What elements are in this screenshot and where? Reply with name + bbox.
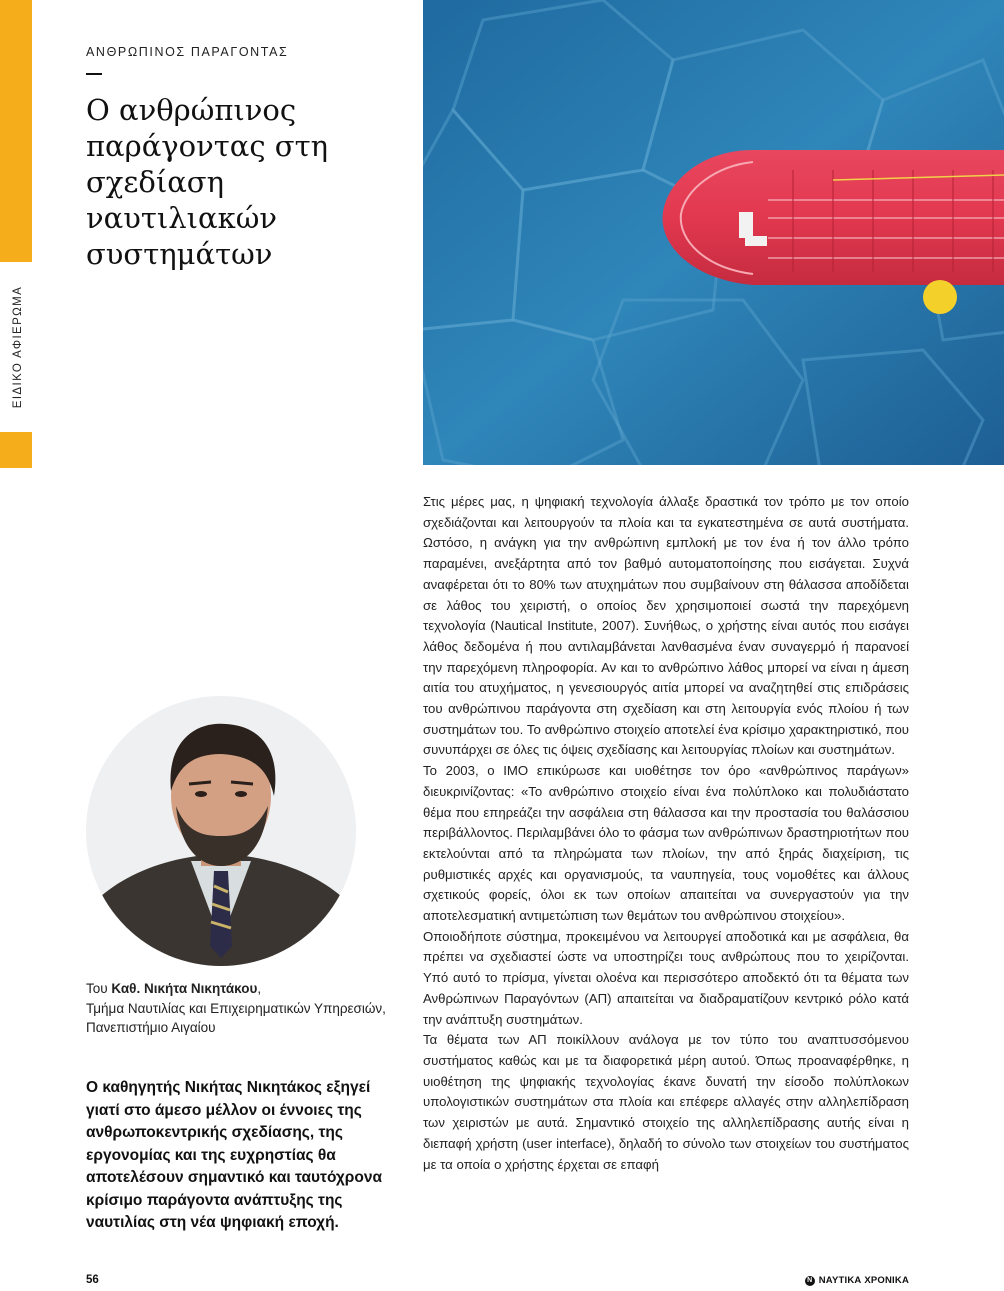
magazine-logo-icon: Ν: [805, 1276, 815, 1286]
kicker-dash: [86, 73, 102, 75]
body-paragraph: Το 2003, ο IMO επικύρωσε και υιοθέτησε τον όρο «ανθρώπινος παράγων» διευκρινίζοντας: «Το ανθρώπινο στοιχείο είναι ένα πολύπλοκο και πολυδιάστατο θέμα που επηρεάζει την ασφάλεια στη θάλασσα και την προστασία του θαλάσσιου περιβάλλοντος. Περιλαμβάνει όλο το φάσμα των ανθρώπινων δραστηριοτήτων που εκτελούνται από τα πληρώματα των πλοίων, την από ξηράς διαχείριση, τις ρυθμιστικές αρχές και οργανισμούς, τα ναυπηγεία, τους νομοθέτες και άλλους σχετικούς φορείς, όλοι εκ των οποίων απαιτείται να συνεργαστούν για την αποτελεσματική αντιμετώπιση των θεμάτων του ανθρώπινου στοιχείου».: [423, 763, 909, 924]
author-byline: [86, 979, 406, 1038]
section-label: ΕΙΔΙΚΟ ΑΦΙΕΡΩΜΑ: [12, 285, 24, 409]
body-paragraph: Οποιοδήποτε σύστημα, προκειμένου να λειτουργεί αποδοτικά και με ασφάλεια, θα πρέπει να σχεδιαστεί ώστε να υποστηρίζει τους ανθρώπους που το χειρίζονται. Υπό αυτό το πρίσμα, γίνεται ολοένα και περισσότερο αποδεκτό ότι τα θέματα των Ανθρώπινων Παραγόντων (ΑΠ) απαιτείται να διαδραματίζουν κεντρικό ρόλο κατά την ανάπτυξη συστημάτων.: [423, 928, 909, 1027]
body-paragraph: Στις μέρες μας, η ψηφιακή τεχνολογία άλλαξε δραστικά τον τρόπο με τον οποίο σχεδιάζονται και λειτουργούν τα πλοία και τα εγκατεστημένα σε αυτά συστήματα. Ωστόσο, η ανάγκη για την ανθρώπινη εμπλοκή με τον ένα ή τον άλλο τρόπο παραμένει, ανεξάρτητα από τον βαθμό αυτοματοποίησης που εισάγεται. Συχνά αναφέρεται ότι το 80% των ατυχημάτων που συμβαίνουν στη θάλασσα αποδίδεται σε λάθος του χειριστή, ο οποίος δεν χρησιμοποιεί σωστά την παρεχόμενη τεχνολογία (Nautical Institute, 2007). Συνήθως, ο χρήστης είναι αυτός που εισάγει λάθος δεδομένα ή που αντιλαμβάνεται λανθασμένα έναν συναγερμό ή παρανοεί την παρεχόμενη πληροφορία. Αν και το ανθρώπινο λάθος μπορεί να είναι η άμεση αιτία του ατυχήματος, η γενεσιουργός αιτία μπορεί να αναζητηθεί στις επιδράσεις του ανθρώπινου παράγοντα στη σχεδίαση και στη λειτουργία ενός πλοίου ή των συστημάτων του. Το ανθρώπινο στοιχείο αποτελεί ένα κρίσιμο χαρακτηριστικό, που συνυπάρχει σε όλες τις όψεις σχεδίασης και λειτουργίας πλοίων και συστημάτων.: [423, 494, 909, 758]
tanker-ship-aerial-image: [423, 0, 1004, 465]
author-portrait-image: [86, 696, 356, 966]
byline-prefix: Του: [86, 981, 112, 996]
author-department: Τμήμα Ναυτιλίας και Επιχειρηματικών Υπηρεσιών, Πανεπιστήμιο Αιγαίου: [86, 1000, 386, 1035]
pull-quote: Ο καθηγητής Νικήτας Νικητάκος εξηγεί γιατί στο άμεσο μέλλον οι έννοιες της ανθρωποκεντρικής σχεδίασης, της εργονομίας και της ευχρηστίας θα αποτελέσουν σημαντικό και ταυτόχρονα κρίσιμο παράγοντα ανάπτυξης της ναυτιλίας στη νέα ψηφιακή εποχή.: [86, 1079, 382, 1231]
accent-bar-bottom: [0, 432, 32, 468]
accent-bar-top: [0, 0, 32, 262]
section-kicker: ΑΝΘΡΩΠΙΝΟΣ ΠΑΡΑΓΟΝΤΑΣ: [86, 45, 289, 59]
magazine-name: ΝΑΥΤΙΚΑ ΧΡΟΝΙΚΑ: [818, 1275, 909, 1286]
article-body: [423, 492, 909, 1175]
magazine-logo: [805, 1275, 909, 1286]
page-number: 56: [86, 1274, 99, 1286]
body-paragraph: Τα θέματα των ΑΠ ποικίλλουν ανάλογα με τον τύπο του αναπτυσσόμενου συστήματος καθώς και με τα διαφορετικά μέρη αυτού. Όπως προαναφέρθηκε, η υιοθέτηση της ψηφιακής τεχνολογίας έκανε δυνατή την είσοδο πολύπλοκων υπολογιστικών συστημάτων στα πλοία και επέφερε αλλαγές στην αλληλεπίδραση των χειριστών με αυτά. Σημαντικό στοιχείο της αλληλεπίδρασης αυτής είναι η διεπαφή χρήστη (user interface), δηλαδή το σύνολο των στοιχείων του συστήματος με τα οποία ο χρήστης έρχεται σε επαφή: [423, 1032, 909, 1172]
article-title: Ο ανθρώπινος παράγοντας στη σχεδίαση ναυτιλιακών συστημάτων: [86, 93, 328, 271]
byline-comma: ,: [257, 981, 262, 996]
author-name: Καθ. Νικήτα Νικητάκου: [111, 981, 258, 996]
